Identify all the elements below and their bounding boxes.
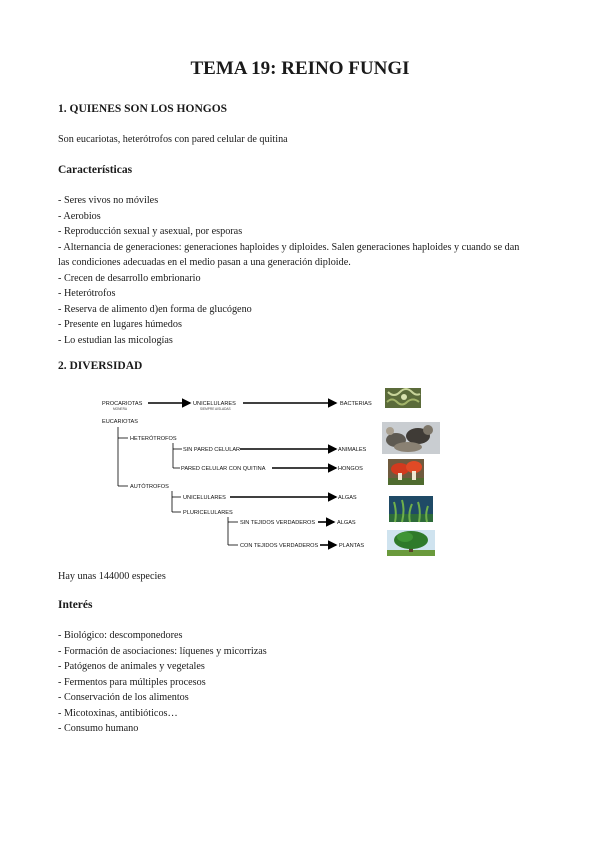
list-item: - Presente en lugares húmedos — [58, 319, 182, 330]
diagram-label-animales: ANIMALES — [338, 447, 367, 453]
characteristics-heading: Características — [58, 164, 133, 176]
tree-image — [387, 530, 435, 556]
species-count: Hay unas 144000 especies — [58, 571, 166, 582]
diagram-label-unicelulares-top: UNICELULARES — [193, 401, 236, 407]
bacteria-image — [385, 388, 421, 408]
list-item: - Conservación de los alimentos — [58, 692, 189, 703]
list-item: - Seres vivos no móviles — [58, 195, 159, 206]
page-title: TEMA 19: REINO FUNGI — [190, 58, 410, 79]
algae-image — [389, 496, 433, 522]
diagram-label-pluricelulares: PLURICELULARES — [183, 510, 233, 516]
list-item: - Crecen de desarrollo embrionario — [58, 272, 201, 284]
diagram-label-unicelulares: UNICELULARES — [183, 495, 226, 501]
diagram-sub-monera: MONERA — [113, 407, 127, 411]
diagram-label-procariotas: PROCARIOTAS — [102, 401, 143, 407]
diagram-label-hongos: HONGOS — [338, 466, 363, 472]
interest-heading: Interés — [58, 599, 93, 611]
diagram-sub-aisladas: SIEMPRE AISLADAS — [200, 407, 231, 411]
diagram-label-con-tejidos: CON TEJIDOS VERDADEROS — [240, 543, 319, 549]
diagram-label-algas-uni: ALGAS — [338, 495, 357, 501]
section-heading-quienes: 1. QUIENES SON LOS HONGOS — [58, 103, 228, 115]
animals-image — [382, 422, 440, 454]
intro-text: Son eucariotas, heterótrofos con pared celular de quitina — [58, 134, 288, 145]
list-item: - Reproducción sexual y asexual, por esporas — [58, 226, 243, 237]
diagram-label-sin-tejidos: SIN TEJIDOS VERDADEROS — [240, 520, 316, 526]
diagram-label-pared-quitina: PARED CELULAR CON QUITINA — [181, 466, 266, 472]
list-item: - Heterótrofos — [58, 288, 116, 299]
diagram-label-sin-pared: SIN PARED CELULAR — [183, 447, 241, 453]
diagram-label-autotrofos: AUTÓTROFOS — [130, 484, 169, 490]
list-item: - Formación de asociaciones: líquenes y micorrizas — [58, 645, 267, 657]
list-item: - Reserva de alimento d)en forma de glucógeno — [58, 303, 252, 315]
list-item: - Aerobios — [58, 210, 101, 222]
diagram-label-bacterias: BACTERIAS — [340, 401, 372, 407]
diagram-label-plantas: PLANTAS — [339, 543, 365, 549]
list-item: - Fermentos para múltiples procesos — [58, 676, 206, 688]
list-item: - Biológico: descomponedores — [58, 630, 183, 641]
list-item: - Micotoxinas, antibióticos… — [58, 707, 178, 719]
diagram-label-heterotrofos: HETERÓTROFOS — [130, 436, 177, 442]
diagram-label-algas: ALGAS — [337, 520, 356, 526]
list-item: - Consumo humano — [58, 723, 139, 734]
mushroom-image — [388, 459, 424, 485]
section-heading-diversidad: 2. DIVERSIDAD — [58, 360, 143, 372]
list-item: - Lo estudian las micologías — [58, 334, 173, 346]
list-item: - Patógenos de animales y vegetales — [58, 661, 205, 672]
interest-list — [58, 628, 538, 737]
list-item: - Alternancia de generaciones: generaciones haploides y diploides. Salen generaciones haploides y cuando se dan las condiciones adecuadas en el medio pasan a una generación diploide. — [58, 241, 520, 268]
diagram-label-eucariotas: EUCARIOTAS — [102, 419, 138, 425]
